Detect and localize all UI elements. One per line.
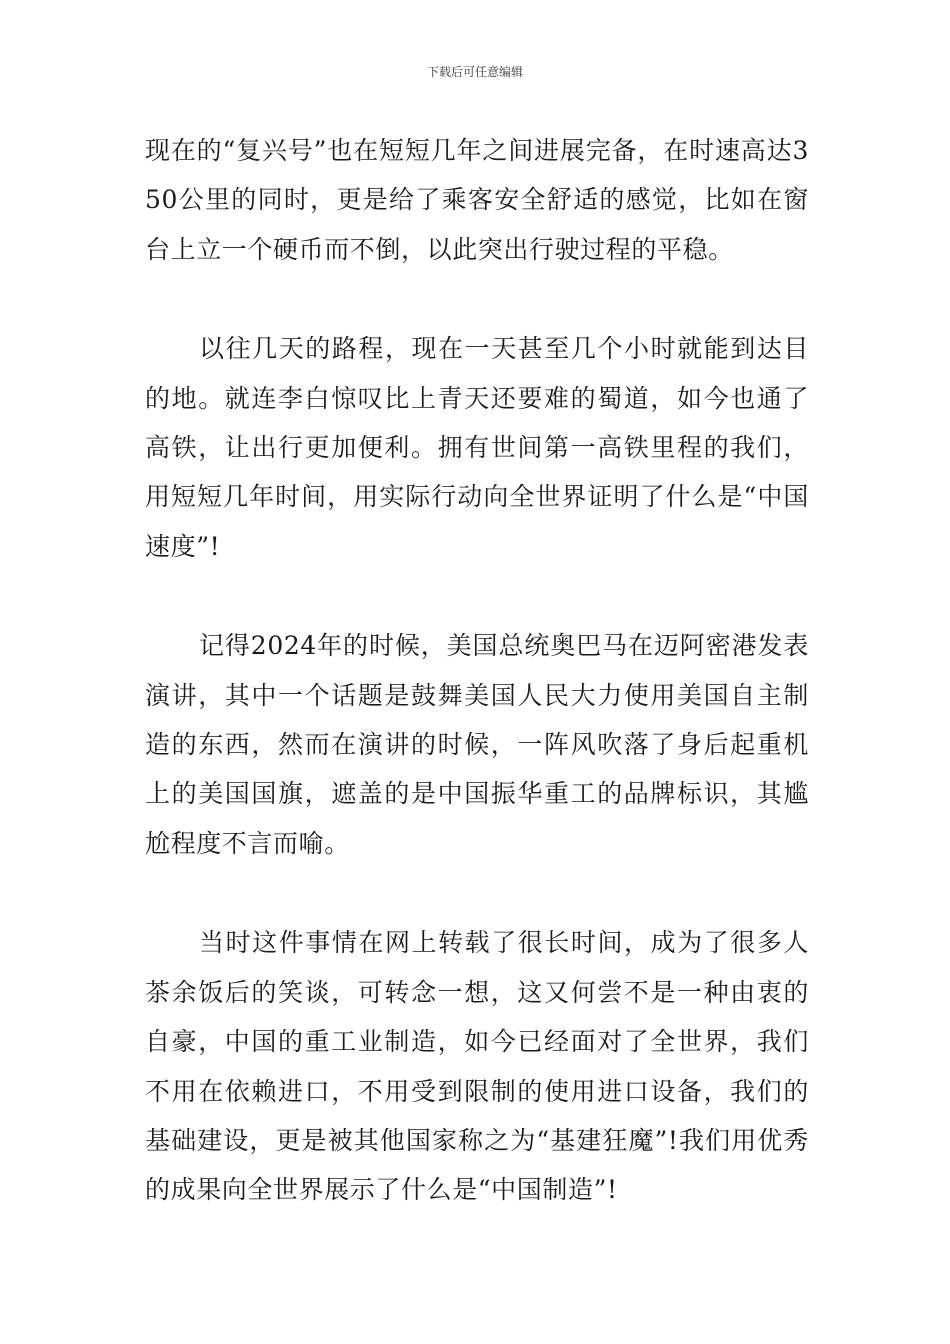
page-header: 下载后可任意编辑 [426, 65, 523, 79]
paragraph-obama-speech: 记得2024年的时候，美国总统奥巴马在迈阿密港发表演讲，其中一个话题是鼓舞美国人民大力使用美国自主制造的东西，然而在演讲的时候，一阵风吹落了身后起重机上的美国国旗，遮盖的是中国振华重工的品牌标识，其尴尬程度不言而喻。 [145, 631, 809, 858]
paragraph-fuxing: 现在的“复兴号”也在短短几年之间进展完备，在时速高达350公里的同时，更是给了乘客安全舒适的感觉，比如在窗台上立一个硬币而不倒，以此突出行驶过程的平稳。 [145, 136, 809, 264]
paragraph-made-in-china: 当时这件事情在网上转载了很长时间，成为了很多人茶余饭后的笑谈，可转念一想，这又何尝不是一种由衷的自豪，中国的重工业制造，如今已经面对了全世界，我们不用在依赖进口，不用受到限制的使用进口设备，我们的基础建设，更是被其他国家称之为“基建狂魔”!我们用优秀的成果向全世界展示了什么是“中国制造”! [145, 928, 809, 1205]
document-body [145, 126, 809, 1265]
paragraph-china-speed: 以往几天的路程，现在一天甚至几个小时就能到达目的地。就连李白惊叹比上青天还要难的蜀道，如今也通了高铁，让出行更加便利。拥有世间第一高铁里程的我们，用短短几年时间，用实际行动向全世界证明了什么是“中国速度”! [145, 334, 809, 561]
